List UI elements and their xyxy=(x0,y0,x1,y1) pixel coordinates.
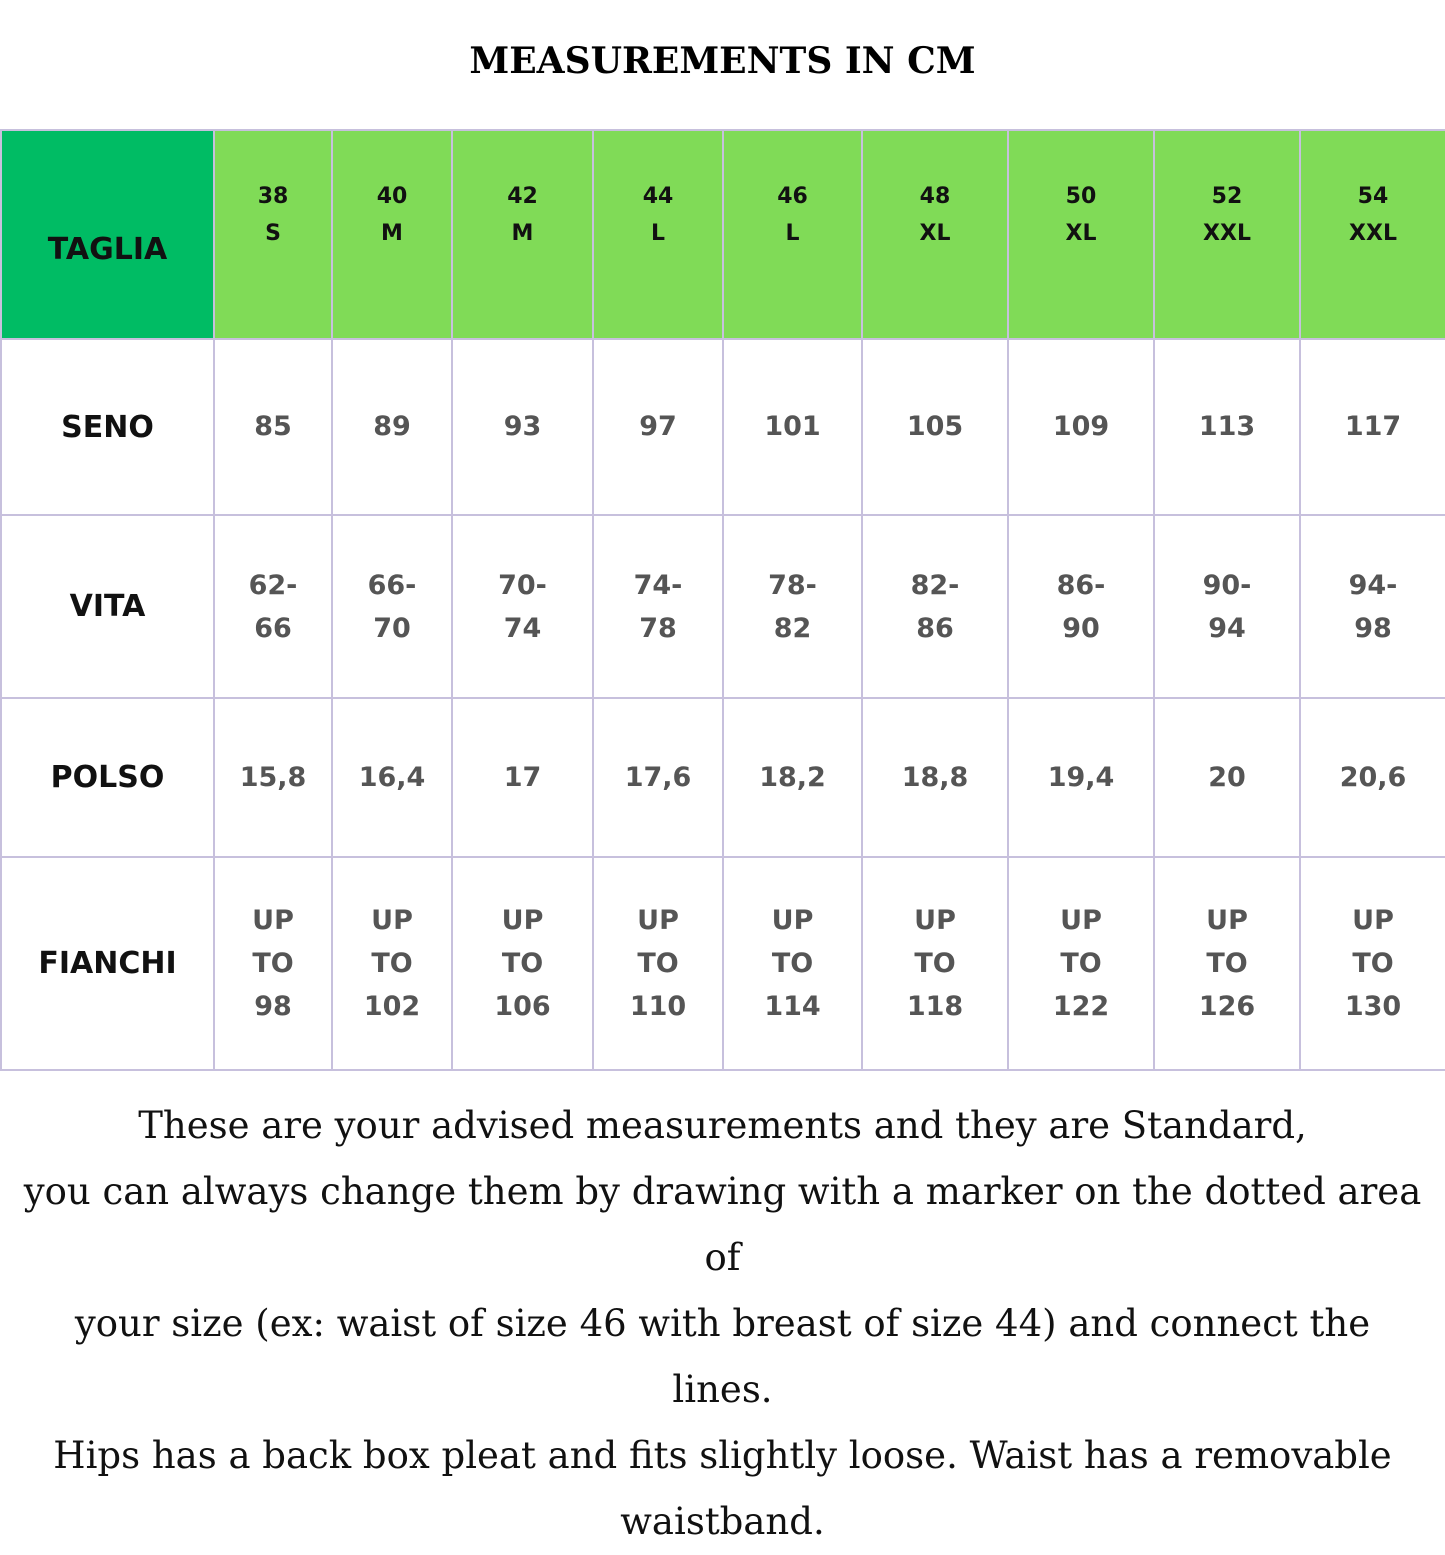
measurement-value: 97 xyxy=(639,411,677,442)
measurement-value: 130 xyxy=(1344,991,1402,1022)
size-header-cell xyxy=(214,130,332,339)
value-cell xyxy=(332,515,452,698)
measurement-value: 117 xyxy=(1344,411,1402,442)
value-cell xyxy=(723,515,862,698)
measurement-value: UP xyxy=(501,905,544,936)
measurement-value: UP xyxy=(1060,905,1102,936)
size-chart-table xyxy=(0,129,1445,1071)
measurement-value: UP xyxy=(1206,905,1248,936)
value-cell xyxy=(452,515,593,698)
measurement-value: TO xyxy=(1352,948,1394,979)
measurement-value: TO xyxy=(1206,948,1248,979)
measurement-value: 70- xyxy=(498,569,547,601)
row-label: SENO xyxy=(61,409,154,445)
value-cell xyxy=(1008,339,1154,515)
value-cell xyxy=(452,698,593,857)
measurement-value: 66- xyxy=(367,569,417,601)
measurement-value: 17 xyxy=(503,761,542,793)
measurement-value: 15,8 xyxy=(239,761,307,793)
size-column-label: TAGLIA xyxy=(47,232,168,267)
row-label-cell xyxy=(1,698,214,857)
measurement-value: 122 xyxy=(1052,991,1110,1022)
table-row xyxy=(1,339,1445,515)
row-label: VITA xyxy=(69,589,146,624)
value-cell xyxy=(723,857,862,1070)
value-cell xyxy=(332,339,452,515)
value-cell xyxy=(332,698,452,857)
size-letter: M xyxy=(381,220,403,246)
note-line: These are your advised measurements and they are Standard, xyxy=(138,1104,1307,1147)
corner-cell xyxy=(1,130,214,339)
size-letter: XXL xyxy=(1203,220,1251,246)
measurement-value: UP xyxy=(637,905,679,936)
size-letter: L xyxy=(785,220,800,246)
page-title: MEASUREMENTS IN CM xyxy=(469,40,976,82)
measurement-value: UP xyxy=(371,905,413,936)
value-cell xyxy=(862,515,1008,698)
measurement-value: 16,4 xyxy=(358,761,426,793)
measurement-value: 90- xyxy=(1202,569,1252,601)
measurement-value: 86- xyxy=(1056,569,1106,601)
size-number: 52 xyxy=(1211,183,1243,209)
size-number: 44 xyxy=(642,183,674,209)
measurement-value: 118 xyxy=(906,991,964,1022)
size-letter: S xyxy=(265,220,281,246)
measurement-value: 78 xyxy=(639,612,677,644)
value-cell xyxy=(452,339,593,515)
value-cell xyxy=(1154,698,1300,857)
size-number: 48 xyxy=(919,183,951,209)
note-line: waistband. xyxy=(620,1500,825,1543)
measurement-value: 17,6 xyxy=(624,761,692,793)
value-cell xyxy=(452,857,593,1070)
size-letter: M xyxy=(511,220,534,246)
measurement-value: 110 xyxy=(629,991,687,1022)
value-cell xyxy=(1300,339,1445,515)
value-cell xyxy=(1154,339,1300,515)
measurement-value: 82- xyxy=(910,569,960,601)
measurement-value: 85 xyxy=(254,411,292,442)
note-line: your size (ex: waist of size 46 with breast of size 44) and connect the lines. xyxy=(74,1302,1371,1411)
size-number: 40 xyxy=(376,183,408,209)
value-cell xyxy=(1300,857,1445,1070)
table-row xyxy=(1,857,1445,1070)
measurement-value: 18,2 xyxy=(759,761,826,793)
value-cell xyxy=(1300,515,1445,698)
measurement-value: TO xyxy=(371,948,413,979)
measurement-value: 126 xyxy=(1198,991,1256,1022)
measurement-value: 89 xyxy=(373,411,411,442)
measurement-value: 109 xyxy=(1052,411,1110,442)
measurement-value: 94- xyxy=(1348,569,1398,601)
measurement-value: UP xyxy=(252,905,294,936)
table-row xyxy=(1,698,1445,857)
value-cell xyxy=(593,339,723,515)
size-header-cell xyxy=(1300,130,1445,339)
value-cell xyxy=(862,857,1008,1070)
size-number: 46 xyxy=(777,183,808,209)
size-number: 42 xyxy=(507,183,538,209)
size-letter: L xyxy=(650,220,666,246)
measurement-value: 20,6 xyxy=(1339,761,1407,793)
table-row xyxy=(1,515,1445,698)
measurement-value: 102 xyxy=(363,991,421,1022)
measurement-value: TO xyxy=(501,948,544,979)
size-number: 54 xyxy=(1357,183,1389,209)
size-letter: XXL xyxy=(1349,220,1397,246)
value-cell xyxy=(214,698,332,857)
measurement-value: 20 xyxy=(1208,761,1246,793)
measurement-value: UP xyxy=(914,905,956,936)
measurement-value: 62- xyxy=(248,569,298,601)
measurement-value: 90 xyxy=(1062,612,1100,644)
row-label: FIANCHI xyxy=(38,946,177,981)
size-letter: XL xyxy=(919,220,951,246)
measurement-value: TO xyxy=(914,948,956,979)
note-line: you can always change them by drawing with a marker on the dotted area of xyxy=(23,1170,1422,1279)
row-label-cell xyxy=(1,857,214,1070)
measurement-value: 19,4 xyxy=(1047,761,1115,793)
measurement-value: UP xyxy=(1352,905,1394,936)
measurement-value: TO xyxy=(252,948,294,979)
measurement-value: 106 xyxy=(494,991,551,1022)
measurement-value: 86 xyxy=(916,612,954,644)
value-cell xyxy=(1154,515,1300,698)
value-cell xyxy=(593,698,723,857)
measurement-value: 82 xyxy=(773,612,812,644)
value-cell xyxy=(593,515,723,698)
value-cell xyxy=(1154,857,1300,1070)
value-cell xyxy=(862,698,1008,857)
measurement-value: 113 xyxy=(1198,411,1256,442)
measurement-value: 94 xyxy=(1208,612,1246,644)
measurement-value: 74 xyxy=(503,612,542,644)
measurement-value: 74- xyxy=(633,569,683,601)
value-cell xyxy=(214,515,332,698)
size-header-cell xyxy=(1008,130,1154,339)
size-letter: XL xyxy=(1065,220,1097,246)
size-header-cell xyxy=(593,130,723,339)
size-header-cell xyxy=(862,130,1008,339)
measurement-value: 78- xyxy=(768,569,817,601)
value-cell xyxy=(1008,515,1154,698)
size-header-cell xyxy=(1154,130,1300,339)
value-cell xyxy=(593,857,723,1070)
measurement-value: 66 xyxy=(254,612,292,644)
size-header-cell xyxy=(332,130,452,339)
measurement-value: 98 xyxy=(1354,612,1392,644)
row-label-cell xyxy=(1,515,214,698)
size-number: 50 xyxy=(1065,183,1097,209)
value-cell xyxy=(723,698,862,857)
value-cell xyxy=(723,339,862,515)
value-cell xyxy=(214,857,332,1070)
measurement-value: UP xyxy=(771,905,814,936)
value-cell xyxy=(332,857,452,1070)
row-label: POLSO xyxy=(50,760,165,795)
size-header-cell xyxy=(723,130,862,339)
measurement-value: TO xyxy=(637,948,679,979)
note-text xyxy=(20,1093,1425,1555)
value-cell xyxy=(1008,857,1154,1070)
note-line: Hips has a back box pleat and fits slightly loose. Waist has a removable xyxy=(53,1434,1392,1477)
measurement-value: 105 xyxy=(906,411,964,442)
measurement-value: TO xyxy=(771,948,814,979)
value-cell xyxy=(214,339,332,515)
measurement-value: 114 xyxy=(764,991,821,1022)
measurement-value: 101 xyxy=(764,411,821,442)
size-header-cell xyxy=(452,130,593,339)
measurement-value: 98 xyxy=(254,991,292,1022)
measurement-value: 70 xyxy=(373,612,411,644)
row-label-cell xyxy=(1,339,214,515)
value-cell xyxy=(862,339,1008,515)
measurement-value: TO xyxy=(1060,948,1102,979)
header-row xyxy=(1,130,1445,339)
value-cell xyxy=(1300,698,1445,857)
size-number: 38 xyxy=(257,183,289,209)
measurement-value: 93 xyxy=(503,411,542,442)
measurement-value: 18,8 xyxy=(901,761,969,793)
value-cell xyxy=(1008,698,1154,857)
